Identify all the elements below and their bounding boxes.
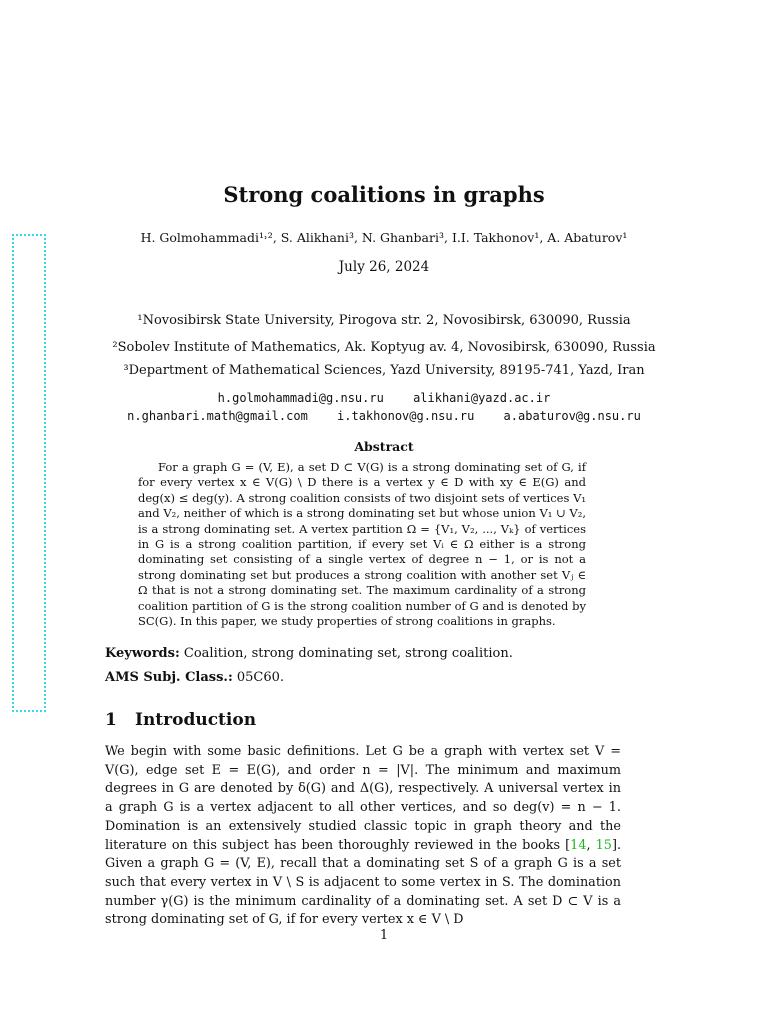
keywords-label: Keywords: xyxy=(105,646,180,661)
author-list: H. Golmohammadi¹˒², S. Alikhani³, N. Ghanbari³, I.I. Takhonov¹, A. Abaturov¹ xyxy=(140,230,628,245)
citation-link[interactable]: 14 xyxy=(570,837,587,853)
keywords-value: Coalition, strong dominating set, strong coalition. xyxy=(183,646,513,661)
citation-separator: , xyxy=(586,837,596,853)
email-row-2 xyxy=(0,409,768,423)
email-link[interactable]: a.abaturov@g.nsu.ru xyxy=(503,409,641,423)
ams-value: 05C60. xyxy=(236,670,285,685)
intro-text-1: We begin with some basic definitions. Let G be a graph with vertex set V = V(G), edge set E = E(G), and order n = |V|. The minimum and maximum degrees in G are denoted by δ(G) and Δ(G), respectively. A universal vertex in a graph G is a vertex adjacent to all other vertices, and so deg(v) = n − 1. Domination is an extensively studied classic topic in graph theory and the literature on this subject has been thoroughly reviewed in the books [ xyxy=(105,744,621,853)
email-link[interactable]: h.golmohammadi@g.nsu.ru xyxy=(217,391,384,405)
affiliation-3: ³Department of Mathematical Sciences, Yazd University, 89195-741, Yazd, Iran xyxy=(123,363,645,378)
email-link[interactable]: alikhani@yazd.ac.ir xyxy=(413,391,551,405)
paper-date: July 26, 2024 xyxy=(338,259,430,275)
keywords xyxy=(105,646,665,661)
ams-label: AMS Subj. Class.: xyxy=(105,670,233,685)
email-row-1 xyxy=(0,391,768,405)
affiliation-1: ¹Novosibirsk State University, Pirogova str. 2, Novosibirsk, 630090, Russia xyxy=(137,313,631,328)
section-heading xyxy=(105,710,256,730)
email-link[interactable]: n.ghanbari.math@gmail.com xyxy=(127,409,308,423)
ams-classification xyxy=(105,670,665,685)
affiliation-2: ²Sobolev Institute of Mathematics, Ak. Koptyug av. 4, Novosibirsk, 630090, Russia xyxy=(112,340,656,355)
abstract-heading: Abstract xyxy=(354,439,414,454)
paper-title: Strong coalitions in graphs xyxy=(223,182,545,207)
intro-text-2: ]. Given a graph G = (V, E), recall that a dominating set S of a graph G is a set such that every vertex in V \ S is adjacent to some vertex in S. The domination number γ(G) is the minimum cardinality of a dominating set. A set D ⊂ V is a strong dominating set of G, if for every vertex x ∈ V \ D xyxy=(105,837,622,928)
arxiv-stamp-box xyxy=(12,234,46,712)
intro-paragraph xyxy=(105,743,621,930)
section-title: Introduction xyxy=(135,710,257,730)
email-link[interactable]: i.takhonov@g.nsu.ru xyxy=(337,409,475,423)
citation-link[interactable]: 15 xyxy=(595,837,612,853)
abstract-text: For a graph G = (V, E), a set D ⊂ V(G) is a strong dominating set of G, if for every vertex x ∈ V(G) \ D there is a vertex y ∈ D with xy ∈ E(G) and deg(x) ≤ deg(y). A strong coalition consists of two disjoint sets of vertices V₁ and V₂, neither of which is a strong dominating set but whose union V₁ ∪ V₂, is a strong dominating set. A vertex partition Ω = {V₁, V₂, ..., Vₖ} of vertices in G is a strong coalition partition, if every set Vᵢ ∈ Ω either is a strong dominating set consisting of a single vertex of degree n − 1, or is not a strong dominating set but produces a strong coalition with another set Vⱼ ∈ Ω that is not a strong dominating set. The maximum cardinality of a strong coalition partition of G is the strong coalition number of G and is denoted by SC(G). In this paper, we study properties of strong coalitions in graphs. xyxy=(138,460,586,629)
section-number: 1 xyxy=(105,710,117,730)
page-number: 1 xyxy=(379,928,389,943)
